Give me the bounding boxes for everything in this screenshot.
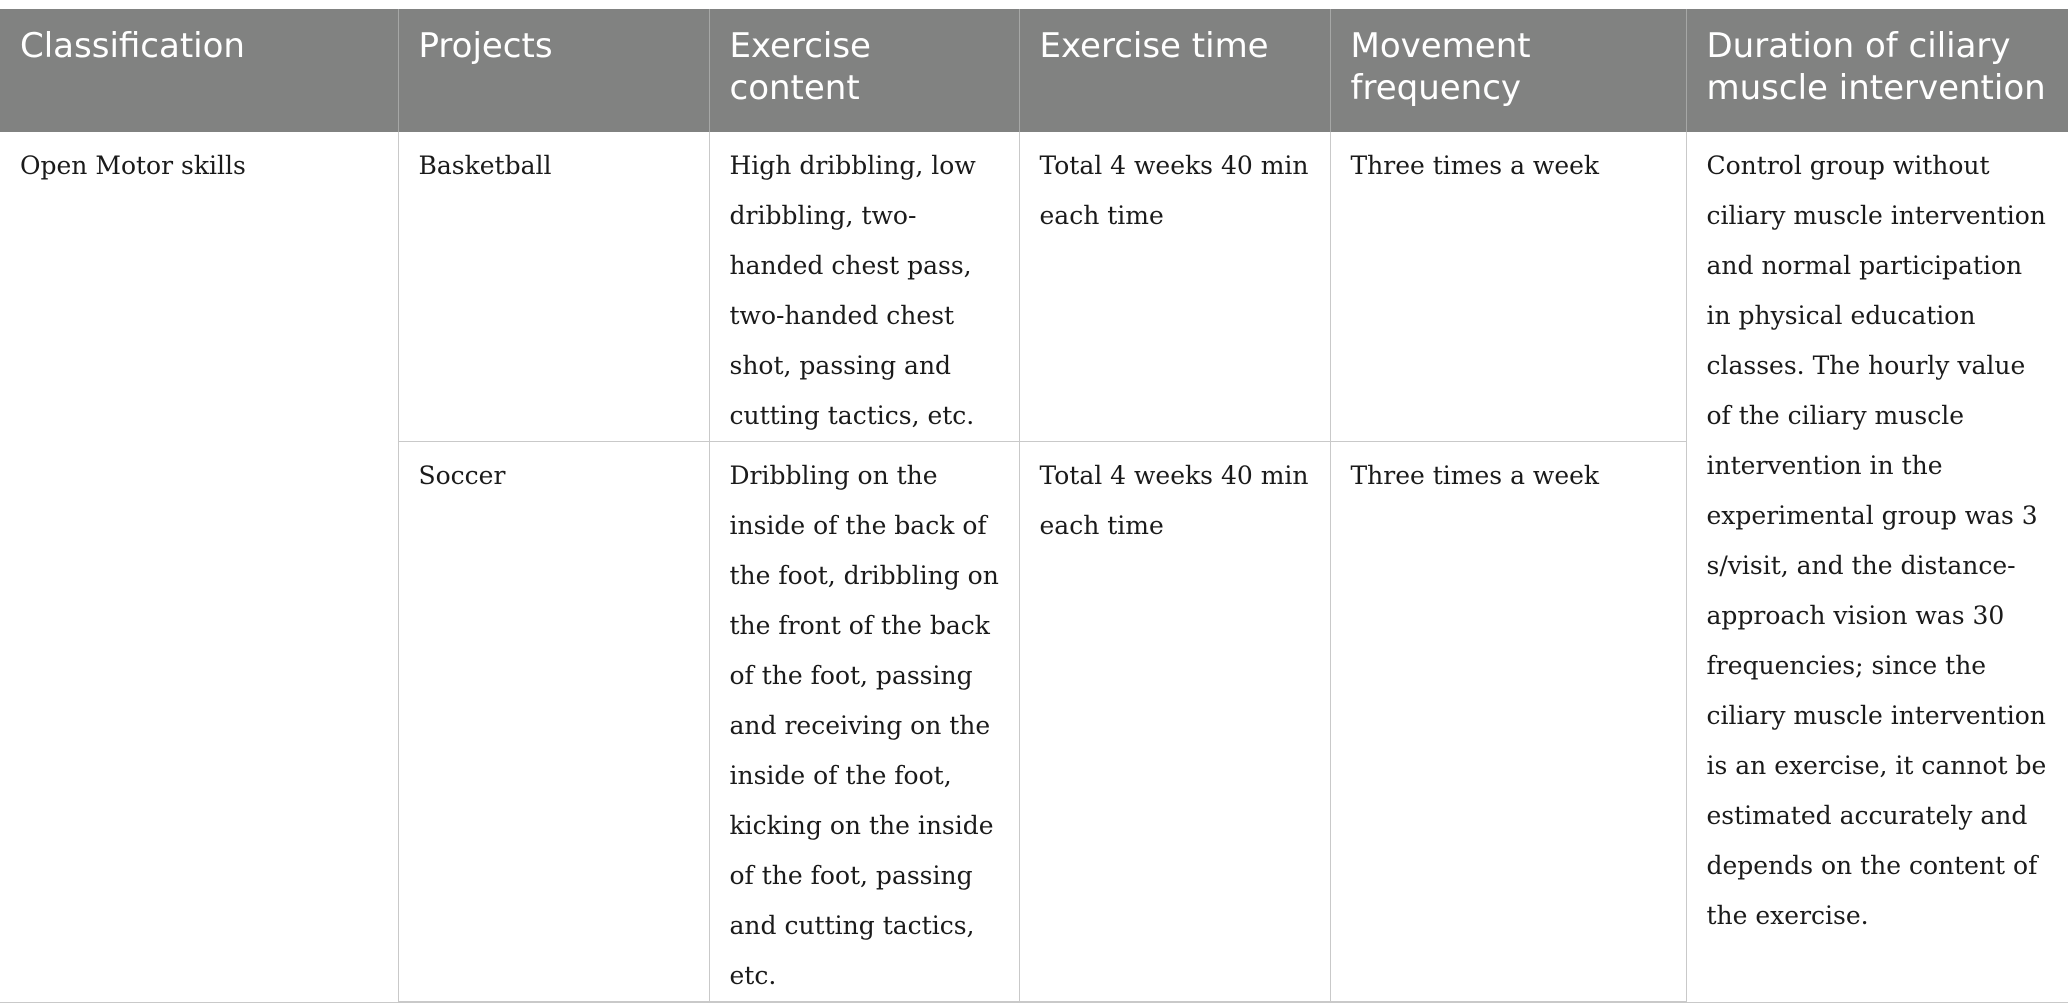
header-row (0, 9, 2068, 132)
header-classification: Classification (0, 9, 398, 132)
cell-exercise-time: Total 4 weeks 40 min each time (1019, 132, 1330, 442)
cell-exercise-content: Dribbling on the inside of the back of the foot, dribbling on the front of the back of the foot, passing and receiving on the inside of the foot, kicking on the inside of the foot, passing and cutting tactics, etc. (709, 442, 1019, 1003)
table-header (0, 9, 2068, 132)
cell-exercise-time: Total 4 weeks 40 min each time (1019, 442, 1330, 1003)
cell-movement-frequency: Three times a week (1330, 442, 1686, 1003)
cell-project: Basketball (398, 132, 709, 442)
header-movement-frequency: Movement frequency (1330, 9, 1686, 132)
header-projects: Projects (398, 9, 709, 132)
cell-movement-frequency: Three times a week (1330, 132, 1686, 442)
header-duration: Duration of ciliary muscle intervention (1686, 9, 2068, 132)
header-exercise-time: Exercise time (1019, 9, 1330, 132)
cell-classification: Open Motor skills (0, 132, 398, 1002)
cell-duration: Control group without ciliary muscle intervention and normal participation in physical education classes. The hourly value of the ciliary muscle intervention in the experimental group was 3 s/visit, and the distance-approach vision was 30 frequencies; since the ciliary muscle intervention is an exercise, it cannot be estimated accurately and depends on the content of the exercise. (1686, 132, 2068, 1002)
table-body (0, 132, 2068, 1002)
cell-project: Soccer (398, 442, 709, 1003)
header-exercise-content: Exercise content (709, 9, 1019, 132)
cell-exercise-content: High dribbling, low dribbling, two-handed chest pass, two-handed chest shot, passing and cutting tactics, etc. (709, 132, 1019, 442)
table-row (0, 132, 2068, 442)
exercise-intervention-table (0, 9, 2068, 1003)
